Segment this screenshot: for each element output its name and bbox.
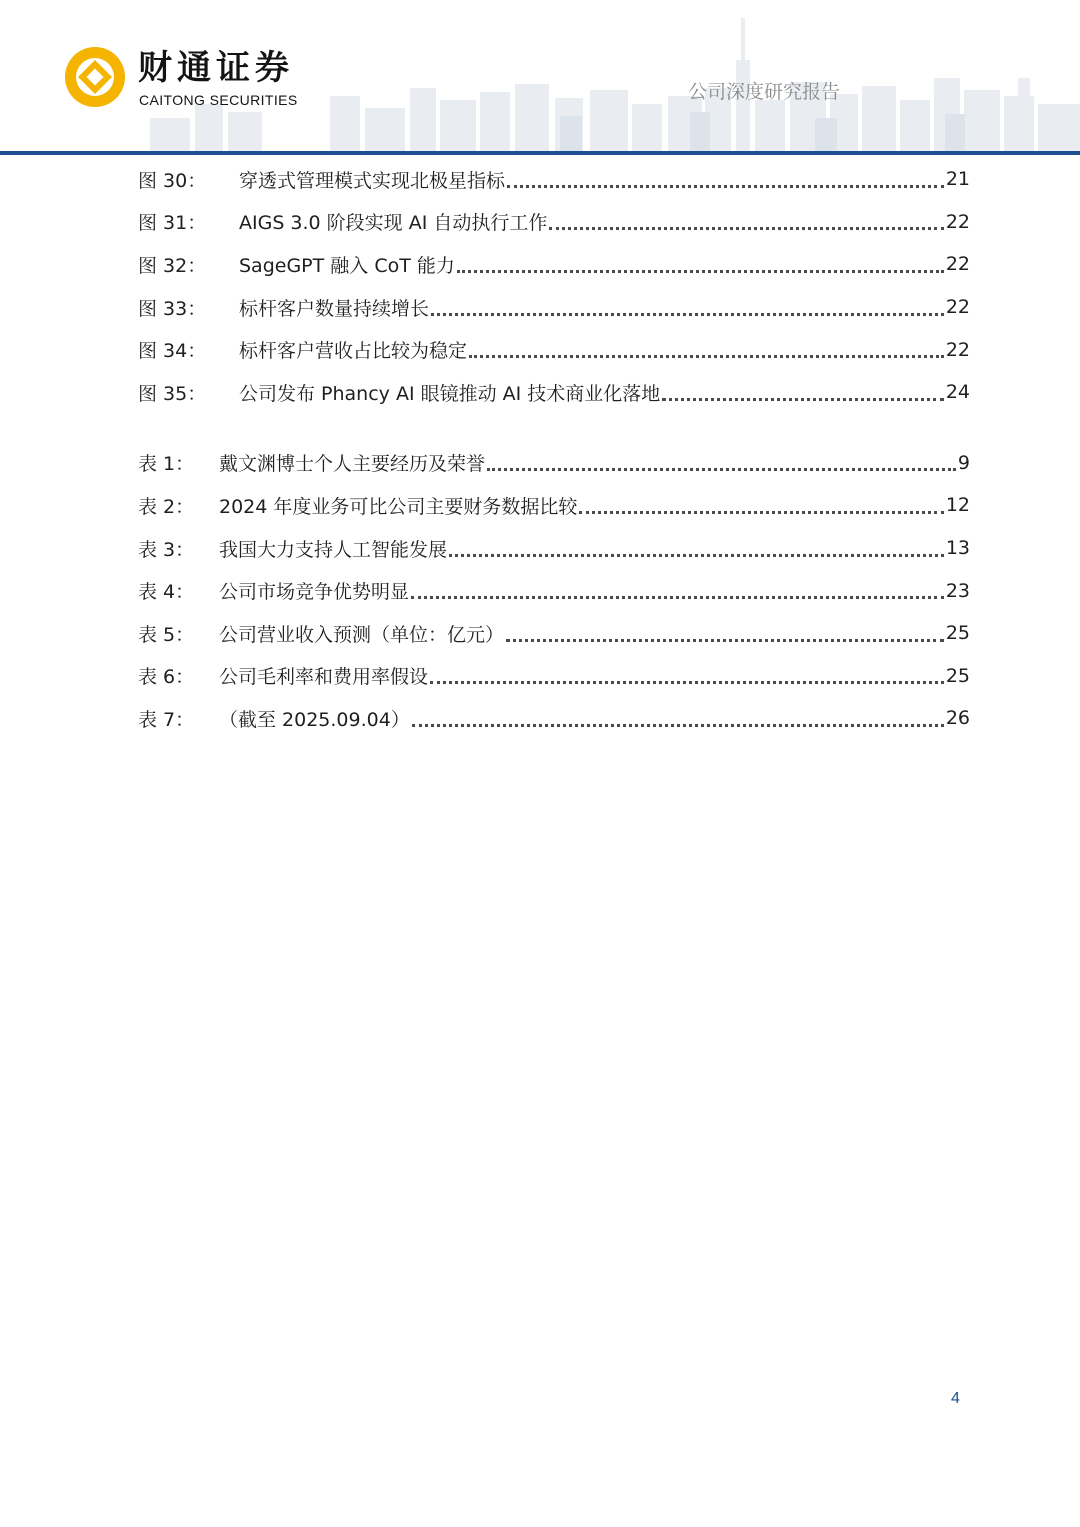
toc-entry-number: 表 5： [138, 623, 195, 646]
dot-leader [431, 313, 944, 316]
toc-entry-title: 戴文渊博士个人主要经历及荣誉 [219, 453, 486, 476]
table-entry[interactable] [138, 442, 970, 485]
toc-entry-page: 21 [945, 168, 970, 191]
report-type-label: 公司深度研究报告 [687, 81, 840, 103]
toc-entry-number: 图 31： [138, 212, 207, 235]
table-entry[interactable] [138, 612, 970, 655]
header-divider [0, 151, 1080, 155]
company-logo [62, 42, 322, 114]
toc-entry-page: 22 [945, 253, 970, 276]
toc-entry-page: 25 [945, 622, 970, 645]
figure-entry[interactable] [138, 158, 970, 201]
dot-leader [469, 355, 944, 358]
toc-entry-number: 图 34： [138, 340, 207, 363]
table-list [138, 442, 970, 740]
toc-entry-number: 图 30： [138, 169, 207, 192]
dot-leader [507, 185, 944, 188]
dot-leader [662, 398, 944, 401]
toc-entry-number: 表 3： [138, 538, 195, 561]
table-entry[interactable] [138, 527, 970, 570]
toc-entry-page: 24 [945, 381, 970, 404]
toc-entry-title: （截至 2025.09.04） [219, 708, 410, 731]
toc-entry-page: 13 [945, 537, 970, 560]
dot-leader [506, 639, 944, 642]
figure-list [138, 158, 970, 414]
page-header [0, 0, 1080, 156]
toc-entry-page: 12 [945, 494, 970, 517]
toc-entry-title: 标杆客户营收占比较为稳定 [239, 340, 468, 363]
figure-entry[interactable] [138, 371, 970, 414]
figure-entry[interactable] [138, 286, 970, 329]
toc-entry-title: 2024 年度业务可比公司主要财务数据比较 [219, 495, 578, 518]
dot-leader [579, 511, 943, 514]
figure-entry[interactable] [138, 328, 970, 371]
toc-entry-number: 表 4： [138, 581, 195, 604]
dot-leader [549, 227, 943, 230]
dot-leader [457, 270, 944, 273]
page-number: 4 [951, 1390, 960, 1407]
toc-entry-title: AIGS 3.0 阶段实现 AI 自动执行工作 [239, 212, 548, 235]
toc-entry-number: 图 35： [138, 382, 207, 405]
toc-entry-title: 我国大力支持人工智能发展 [219, 538, 448, 561]
caitong-coin-icon [62, 44, 128, 110]
toc-entry-number: 表 7： [138, 708, 195, 731]
toc-entry-page: 22 [945, 210, 970, 233]
toc-entry-number: 表 1： [138, 453, 195, 476]
toc-entry-page: 22 [945, 296, 970, 319]
toc-entry-page: 23 [945, 579, 970, 602]
toc-entry-title: 公司营业收入预测（单位：亿元） [219, 623, 505, 646]
table-of-contents [138, 158, 970, 740]
brand-name-cn: 财通证券 [138, 48, 294, 88]
figure-entry[interactable] [138, 201, 970, 244]
dot-leader [412, 724, 944, 727]
toc-entry-title: 公司市场竞争优势明显 [219, 581, 410, 604]
toc-entry-title: 穿透式管理模式实现北极星指标 [239, 169, 506, 192]
toc-entry-title: 公司发布 Phancy AI 眼镜推动 AI 技术商业化落地 [239, 382, 661, 405]
toc-entry-page: 26 [945, 707, 970, 730]
toc-entry-title: 标杆客户数量持续增长 [239, 297, 430, 320]
dot-leader [430, 681, 944, 684]
toc-entry-number: 图 32： [138, 254, 207, 277]
table-entry[interactable] [138, 484, 970, 527]
dot-leader [487, 468, 956, 471]
table-entry[interactable] [138, 655, 970, 698]
toc-entry-title: SageGPT 融入 CoT 能力 [239, 254, 455, 277]
figure-entry[interactable] [138, 243, 970, 286]
toc-entry-number: 图 33： [138, 297, 207, 320]
dot-leader [449, 554, 944, 557]
dot-leader [411, 596, 944, 599]
toc-entry-page: 9 [957, 451, 970, 474]
toc-entry-title: 公司毛利率和费用率假设 [219, 666, 429, 689]
table-entry[interactable] [138, 697, 970, 740]
toc-entry-page: 25 [945, 664, 970, 687]
table-entry[interactable] [138, 569, 970, 612]
toc-entry-number: 表 2： [138, 495, 195, 518]
toc-entry-page: 22 [945, 338, 970, 361]
brand-name-en: CAITONG SECURITIES [139, 92, 298, 108]
toc-entry-number: 表 6： [138, 666, 195, 689]
